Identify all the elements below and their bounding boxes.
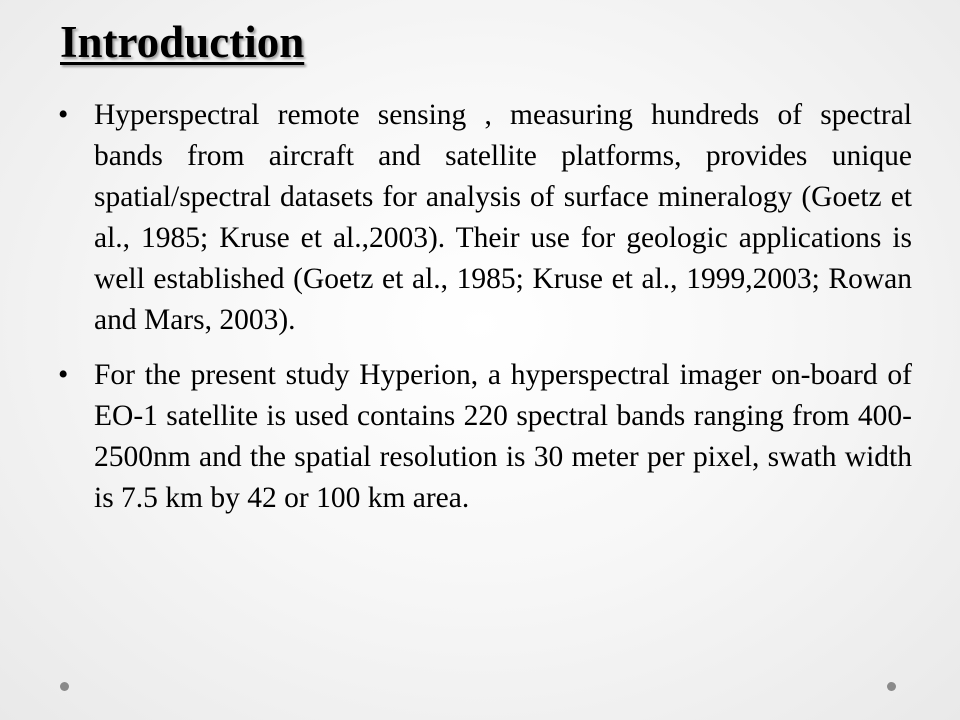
bullet-icon: • [58,99,69,131]
bullet-item-2 [58,355,912,519]
bullet-icon: • [58,359,69,391]
bullet-list [58,95,912,519]
bullet-text-1: Hyperspectral remote sensing , measuring hundreds of spectral bands from aircraft and satellite platforms, provides unique spatial/spectral datasets for analysis of surface mineralogy (Goetz et al., 1985; Kruse et al.,2003). Their use for geologic applications is well established (Goetz et al., 1985; Kruse et al., 1999,2003; Rowan and Mars, 2003). [94,99,912,336]
bullet-text-2: For the present study Hyperion, a hyperspectral imager on-board of EO-1 satellite is used contains 220 spectral bands ranging from 400-2500nm and the spatial resolution is 30 meter per pixel, swath width is 7.5 km by 42 or 100 km area. [94,359,912,514]
decor-dot-icon-right [887,682,896,691]
slide-title: Introduction [60,17,305,67]
decor-dot-icon-left [60,682,69,691]
bullet-item-1 [58,95,912,341]
